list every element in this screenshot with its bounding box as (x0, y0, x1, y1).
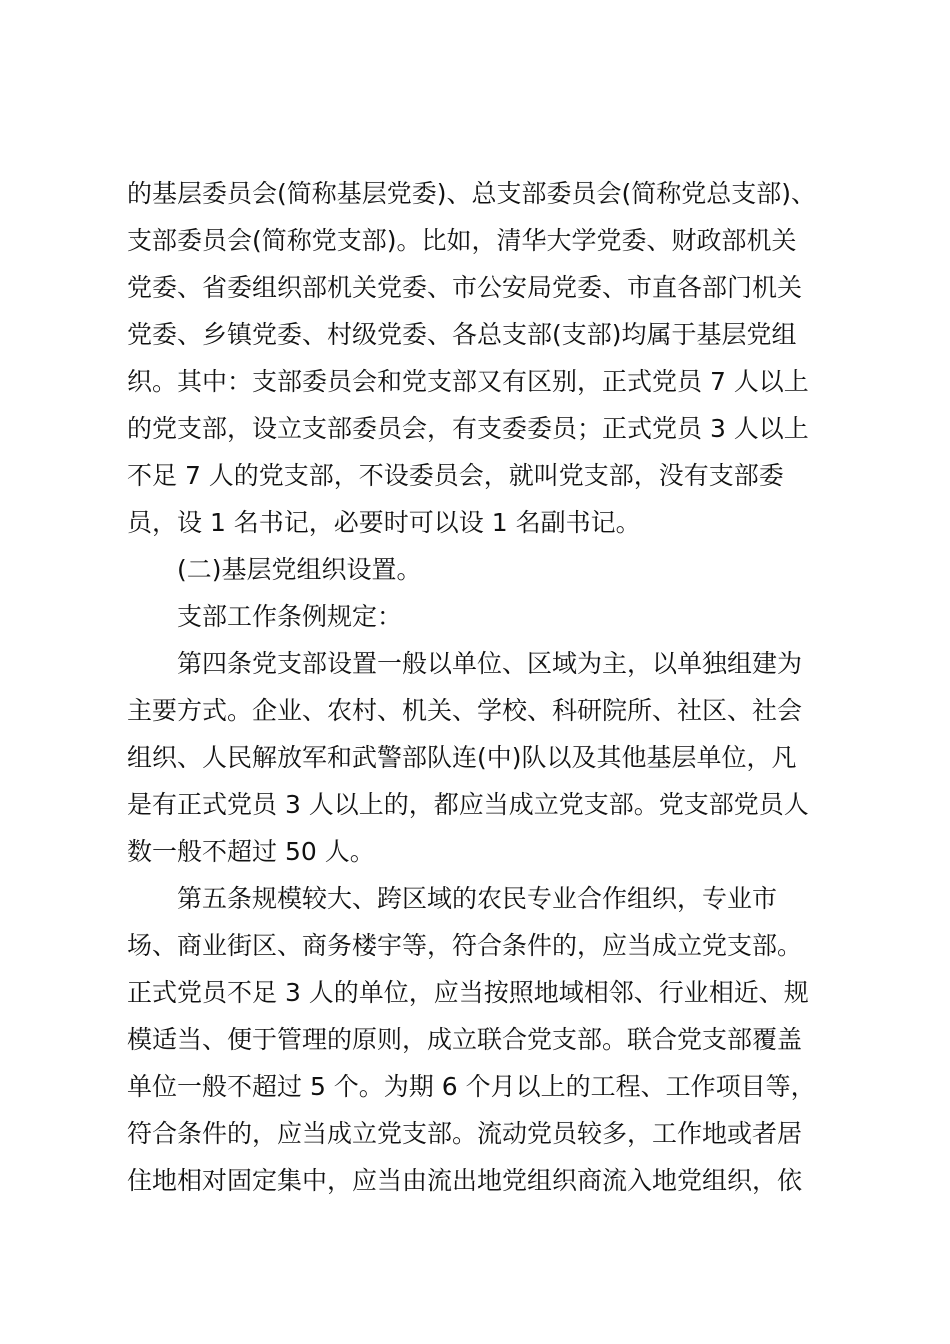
text-line: 支部委员会(简称党支部)。比如，清华大学党委、财政部机关 (127, 226, 797, 255)
text-line: 支部工作条例规定： (177, 602, 403, 631)
text-line: 织。其中：支部委员会和党支部又有区别，正式党员 7 人以上 (127, 367, 809, 396)
text-line: 不足 7 人的党支部，不设委员会，就叫党支部，没有支部委 (127, 461, 784, 490)
text-line: 的党支部，设立支部委员会，有支委委员；正式党员 3 人以上 (127, 414, 809, 443)
text-line: 单位一般不超过 5 个。为期 6 个月以上的工程、工作项目等， (127, 1072, 816, 1101)
article-four-start: 第四条党支部设置一般以单位、区域为主，以单独组建为 (177, 649, 803, 678)
text-line: 党委、省委组织部机关党委、市公安局党委、市直各部门机关 (127, 273, 803, 302)
text-line: 正式党员不足 3 人的单位，应当按照地域相邻、行业相近、规 (127, 978, 809, 1007)
text-line: 组织、人民解放军和武警部队连(中)队以及其他基层单位，凡 (127, 743, 797, 772)
text-line: 场、商业街区、商务楼宇等，符合条件的，应当成立党支部。 (127, 931, 803, 960)
text-line: 是有正式党员 3 人以上的，都应当成立党支部。党支部党员人 (127, 790, 809, 819)
text-line: 模适当、便于管理的原则，成立联合党支部。联合党支部覆盖 (127, 1025, 803, 1054)
text-line: 员，设 1 名书记，必要时可以设 1 名副书记。 (127, 508, 641, 537)
text-line: 党委、乡镇党委、村级党委、各总支部(支部)均属于基层党组 (127, 320, 797, 349)
text-line: 住地相对固定集中，应当由流出地党组织商流入地党组织，依 (127, 1166, 803, 1195)
text-line: 的基层委员会(简称基层党委)、总支部委员会(简称党总支部)、 (127, 179, 817, 208)
text-line: 符合条件的，应当成立党支部。流动党员较多，工作地或者居 (127, 1119, 803, 1148)
text-line: 主要方式。企业、农村、机关、学校、科研院所、社区、社会 (127, 696, 803, 725)
text-line: 数一般不超过 50 人。 (127, 837, 375, 866)
document-body (127, 170, 822, 1204)
section-heading: (二)基层党组织设置。 (177, 555, 422, 584)
article-five-start: 第五条规模较大、跨区域的农民专业合作组织，专业市 (177, 884, 778, 913)
